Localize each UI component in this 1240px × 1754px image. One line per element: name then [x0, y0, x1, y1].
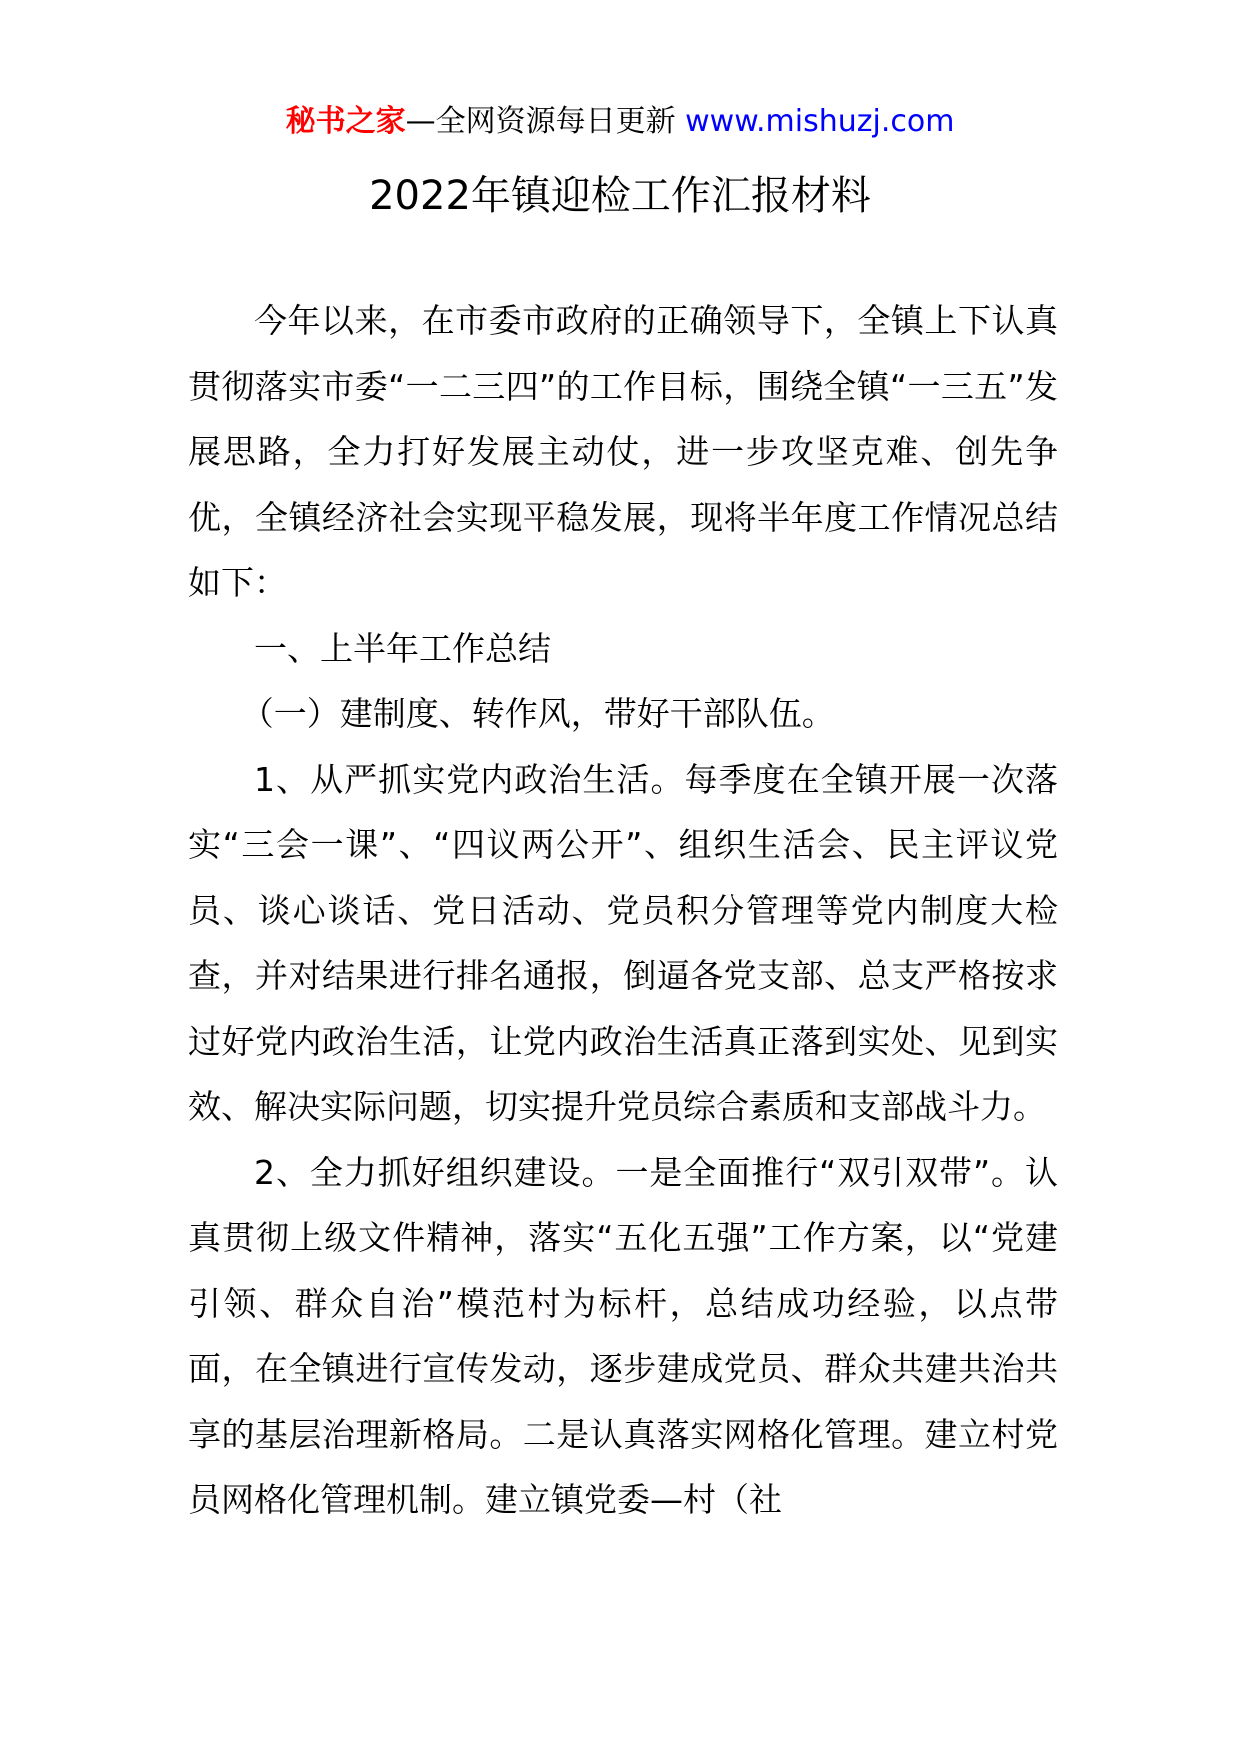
subsection-heading: （一）建制度、转作风，带好干部队伍。: [240, 694, 835, 733]
site-header: [0, 100, 1240, 144]
body-paragraph-1: 1、从严抓实党内政治生活。每季度在全镇开展一次落实“三会一课”、“四议两公开”、组织生活会、民主评议党员、谈心谈话、党日活动、党员积分管理等党内制度大检查，并对结果进行排名通报，倒逼各党支部、总支严格按求过好党内政治生活，让党内政治生活真正落到实处、见到实效、解决实际问题，切实提升党员综合素质和支部战斗力。: [188, 759, 1058, 1126]
site-brand: 秘书之家: [285, 104, 406, 139]
site-url-link[interactable]: www.mishuzj.com: [685, 104, 955, 139]
document-title: 2022年镇迎检工作汇报材料: [369, 173, 871, 219]
document-body: [188, 288, 1058, 1533]
section-heading: 一、上半年工作总结: [254, 628, 551, 668]
intro-paragraph: 今年以来，在市委市政府的正确领导下，全镇上下认真贯彻落实市委“一二三四”的工作目标，围绕全镇“一三五”发展思路，全力打好发展主动仗，进一步攻坚克难、创先争优，全镇经济社会实现平稳发展，现将半年度工作情况总结如下：: [188, 301, 1058, 602]
site-tagline: —全网资源每日更新: [405, 104, 676, 139]
body-paragraph-2: 2、全力抓好组织建设。一是全面推行“双引双带”。认真贯彻上级文件精神，落实“五化五强”工作方案，以“党建引领、群众自治”模范村为标杆，总结成功经验，以点带面，在全镇进行宣传发动，逐步建成党员、群众共建共治共享的基层治理新格局。二是认真落实网格化管理。建立村党员网格化管理机制。建立镇党委—村（社: [188, 1152, 1058, 1519]
